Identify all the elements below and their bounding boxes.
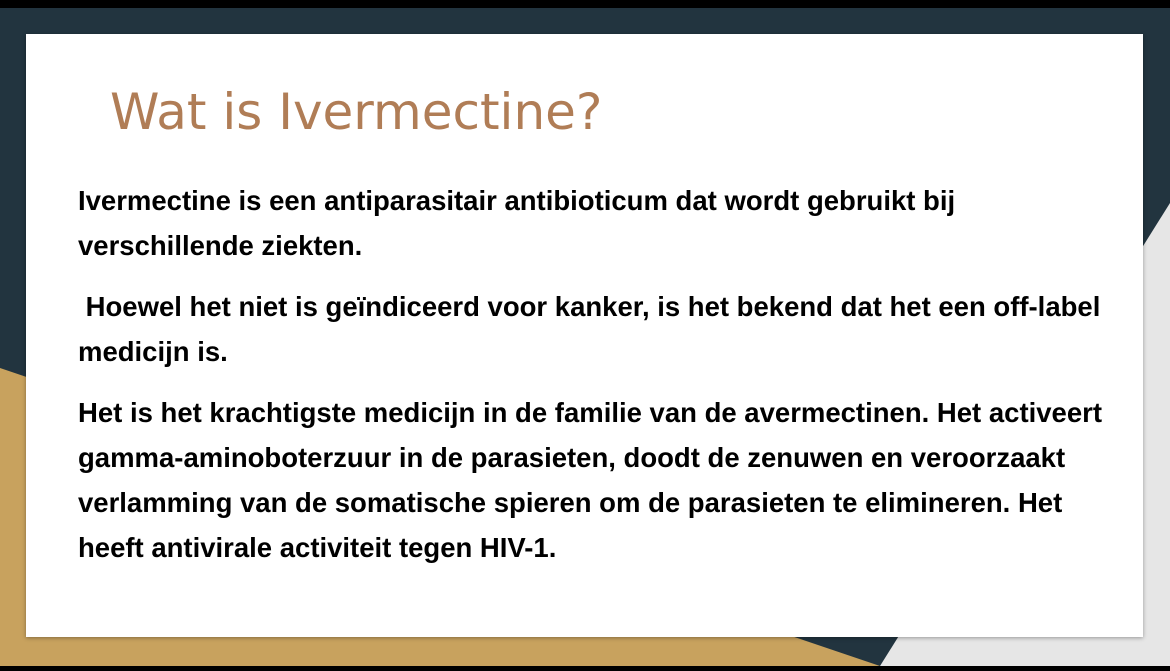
paragraph-off-label: Hoewel het niet is geïndiceerd voor kanker, is het bekend dat het een off-label medicijn is. [78,291,1101,367]
paragraph-mechanism: Het is het krachtigste medicijn in de familie van de avermectinen. Het activeert gamma-aminoboterzuur in de parasieten, doodt de zenuwen en veroorzaakt verlamming van de somatische spieren om de parasieten te elimineren. Het heeft antivirale activiteit tegen HIV-1. [78,397,1102,563]
paragraph-intro: Ivermectine is een antiparasitair antibioticum dat wordt gebruikt bij verschillende ziekten. [78,185,956,261]
slide-body [78,178,1133,570]
slide-title: Wat is Ivermectine? [110,83,603,141]
slide-content-card [26,34,1143,637]
